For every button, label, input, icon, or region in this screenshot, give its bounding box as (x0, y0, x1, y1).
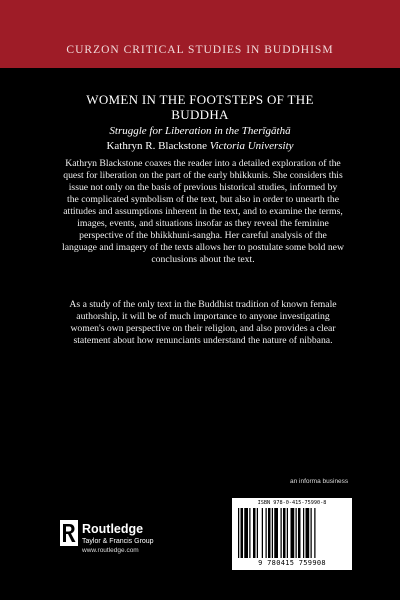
isbn-number: ISBN 978-0-415-75990-8 (257, 500, 327, 506)
ean-digits: 9 780415 759908 (258, 559, 326, 567)
description-paragraph-1: Kathryn Blackstone coaxes the reader into a detailed exploration of the quest for liberation on the part of the early bhikkunis. She considers this issue not only on the basis of previous historical studies, informed by the complicated symbolism of the text, but also in order to unearth the attitudes and assumptions inherent in the text, and to examine the terms, images, events, and situations insofar as they reveal the feminine perspective of the bhikkhuni-sangha. Her careful analysis of the language and imagery of the texts allows her to postulate some bold new conclusions about the text. (62, 158, 344, 265)
isbn-barcode (232, 498, 352, 570)
publisher-url: www.routledge.com (82, 547, 139, 554)
book-title-line-2: BUDDHA (171, 107, 229, 122)
publisher-group: Taylor & Francis Group (82, 538, 154, 545)
description-paragraph-2: As a study of the only text in the Buddhist tradition of known female authorship, it will be of much importance to anyone investigating women's own perspective on their religion, and also provides a clear statement about how renunciants understand the nature of nibbana. (69, 299, 337, 346)
author-name: Kathryn R. Blackstone (106, 140, 207, 152)
author-line (40, 140, 360, 152)
book-title (70, 92, 330, 122)
barcode-bars (238, 508, 346, 558)
book-title-line-1: WOMEN IN THE FOOTSTEPS OF THE (86, 92, 314, 107)
informa-tagline: an informa business (290, 478, 349, 485)
routledge-logo-icon (60, 520, 78, 546)
series-band (0, 0, 400, 68)
book-subtitle: Struggle for Liberation in the Therīgāthā (109, 125, 291, 137)
author-affiliation: Victoria University (209, 140, 294, 152)
series-name: CURZON CRITICAL STUDIES IN BUDDHISM (66, 44, 334, 56)
publisher-name: Routledge (82, 522, 144, 536)
